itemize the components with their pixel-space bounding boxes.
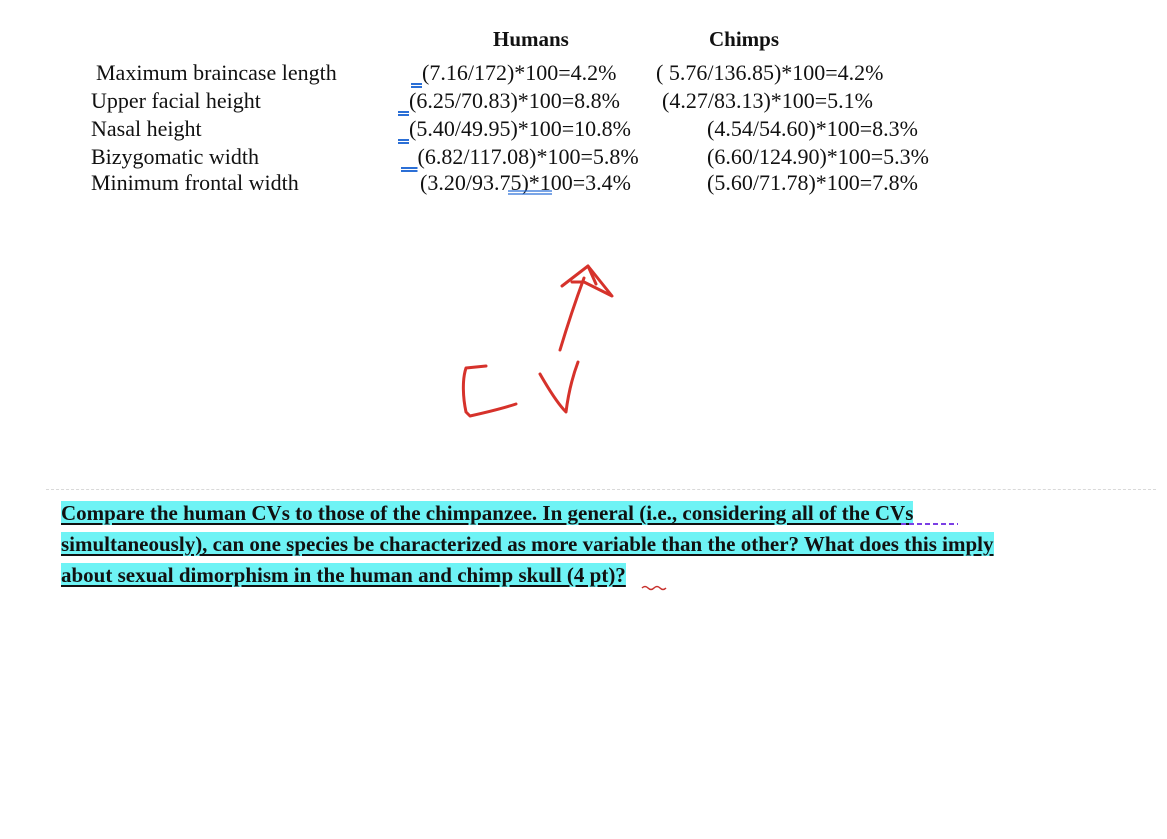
question-line-2: simultaneously), can one species be characterized as more variable than the other? What does this imply <box>61 532 994 556</box>
chimp-cv-nasal-height: (4.54/54.60)*100=8.3% <box>707 116 918 141</box>
chimp-cv-bizygomatic-width: (6.60/124.90)*100=5.3% <box>707 144 929 169</box>
row-label-bizygomatic-width: Bizygomatic width <box>91 144 260 169</box>
chimp-cv-upper-facial-height: (4.27/83.13)*100=5.1% <box>662 88 873 113</box>
row-label-minimum-frontal-width: Minimum frontal width <box>91 170 299 195</box>
human-cv-minimum-frontal-width: (3.20/93.75)*100=3.4% <box>420 170 631 195</box>
human-cv-braincase-length: (7.16/172)*100=4.2% <box>422 60 617 85</box>
human-cv-nasal-height: (5.40/49.95)*100=10.8% <box>409 116 631 141</box>
human-cv-upper-facial-height: (6.25/70.83)*100=8.8% <box>409 88 620 113</box>
question-line-1: Compare the human CVs to those of the chimpanzee. In general (i.e., considering all of the CVs <box>61 501 914 525</box>
row-label-upper-facial-height: Upper facial height <box>91 88 261 113</box>
question-line-3: about sexual dimorphism in the human and chimp skull (4 pt)? <box>61 563 626 587</box>
chimp-cv-minimum-frontal-width: (5.60/71.78)*100=7.8% <box>707 170 918 195</box>
chimp-cv-braincase-length: ( 5.76/136.85)*100=4.2% <box>656 60 884 85</box>
column-header-humans: Humans <box>493 27 569 51</box>
row-label-braincase-length: Maximum braincase length <box>96 60 337 85</box>
column-header-chimps: Chimps <box>709 27 780 51</box>
human-cv-bizygomatic-width: (6.82/117.08)*100=5.8% <box>417 144 639 169</box>
row-label-nasal-height: Nasal height <box>91 116 202 141</box>
